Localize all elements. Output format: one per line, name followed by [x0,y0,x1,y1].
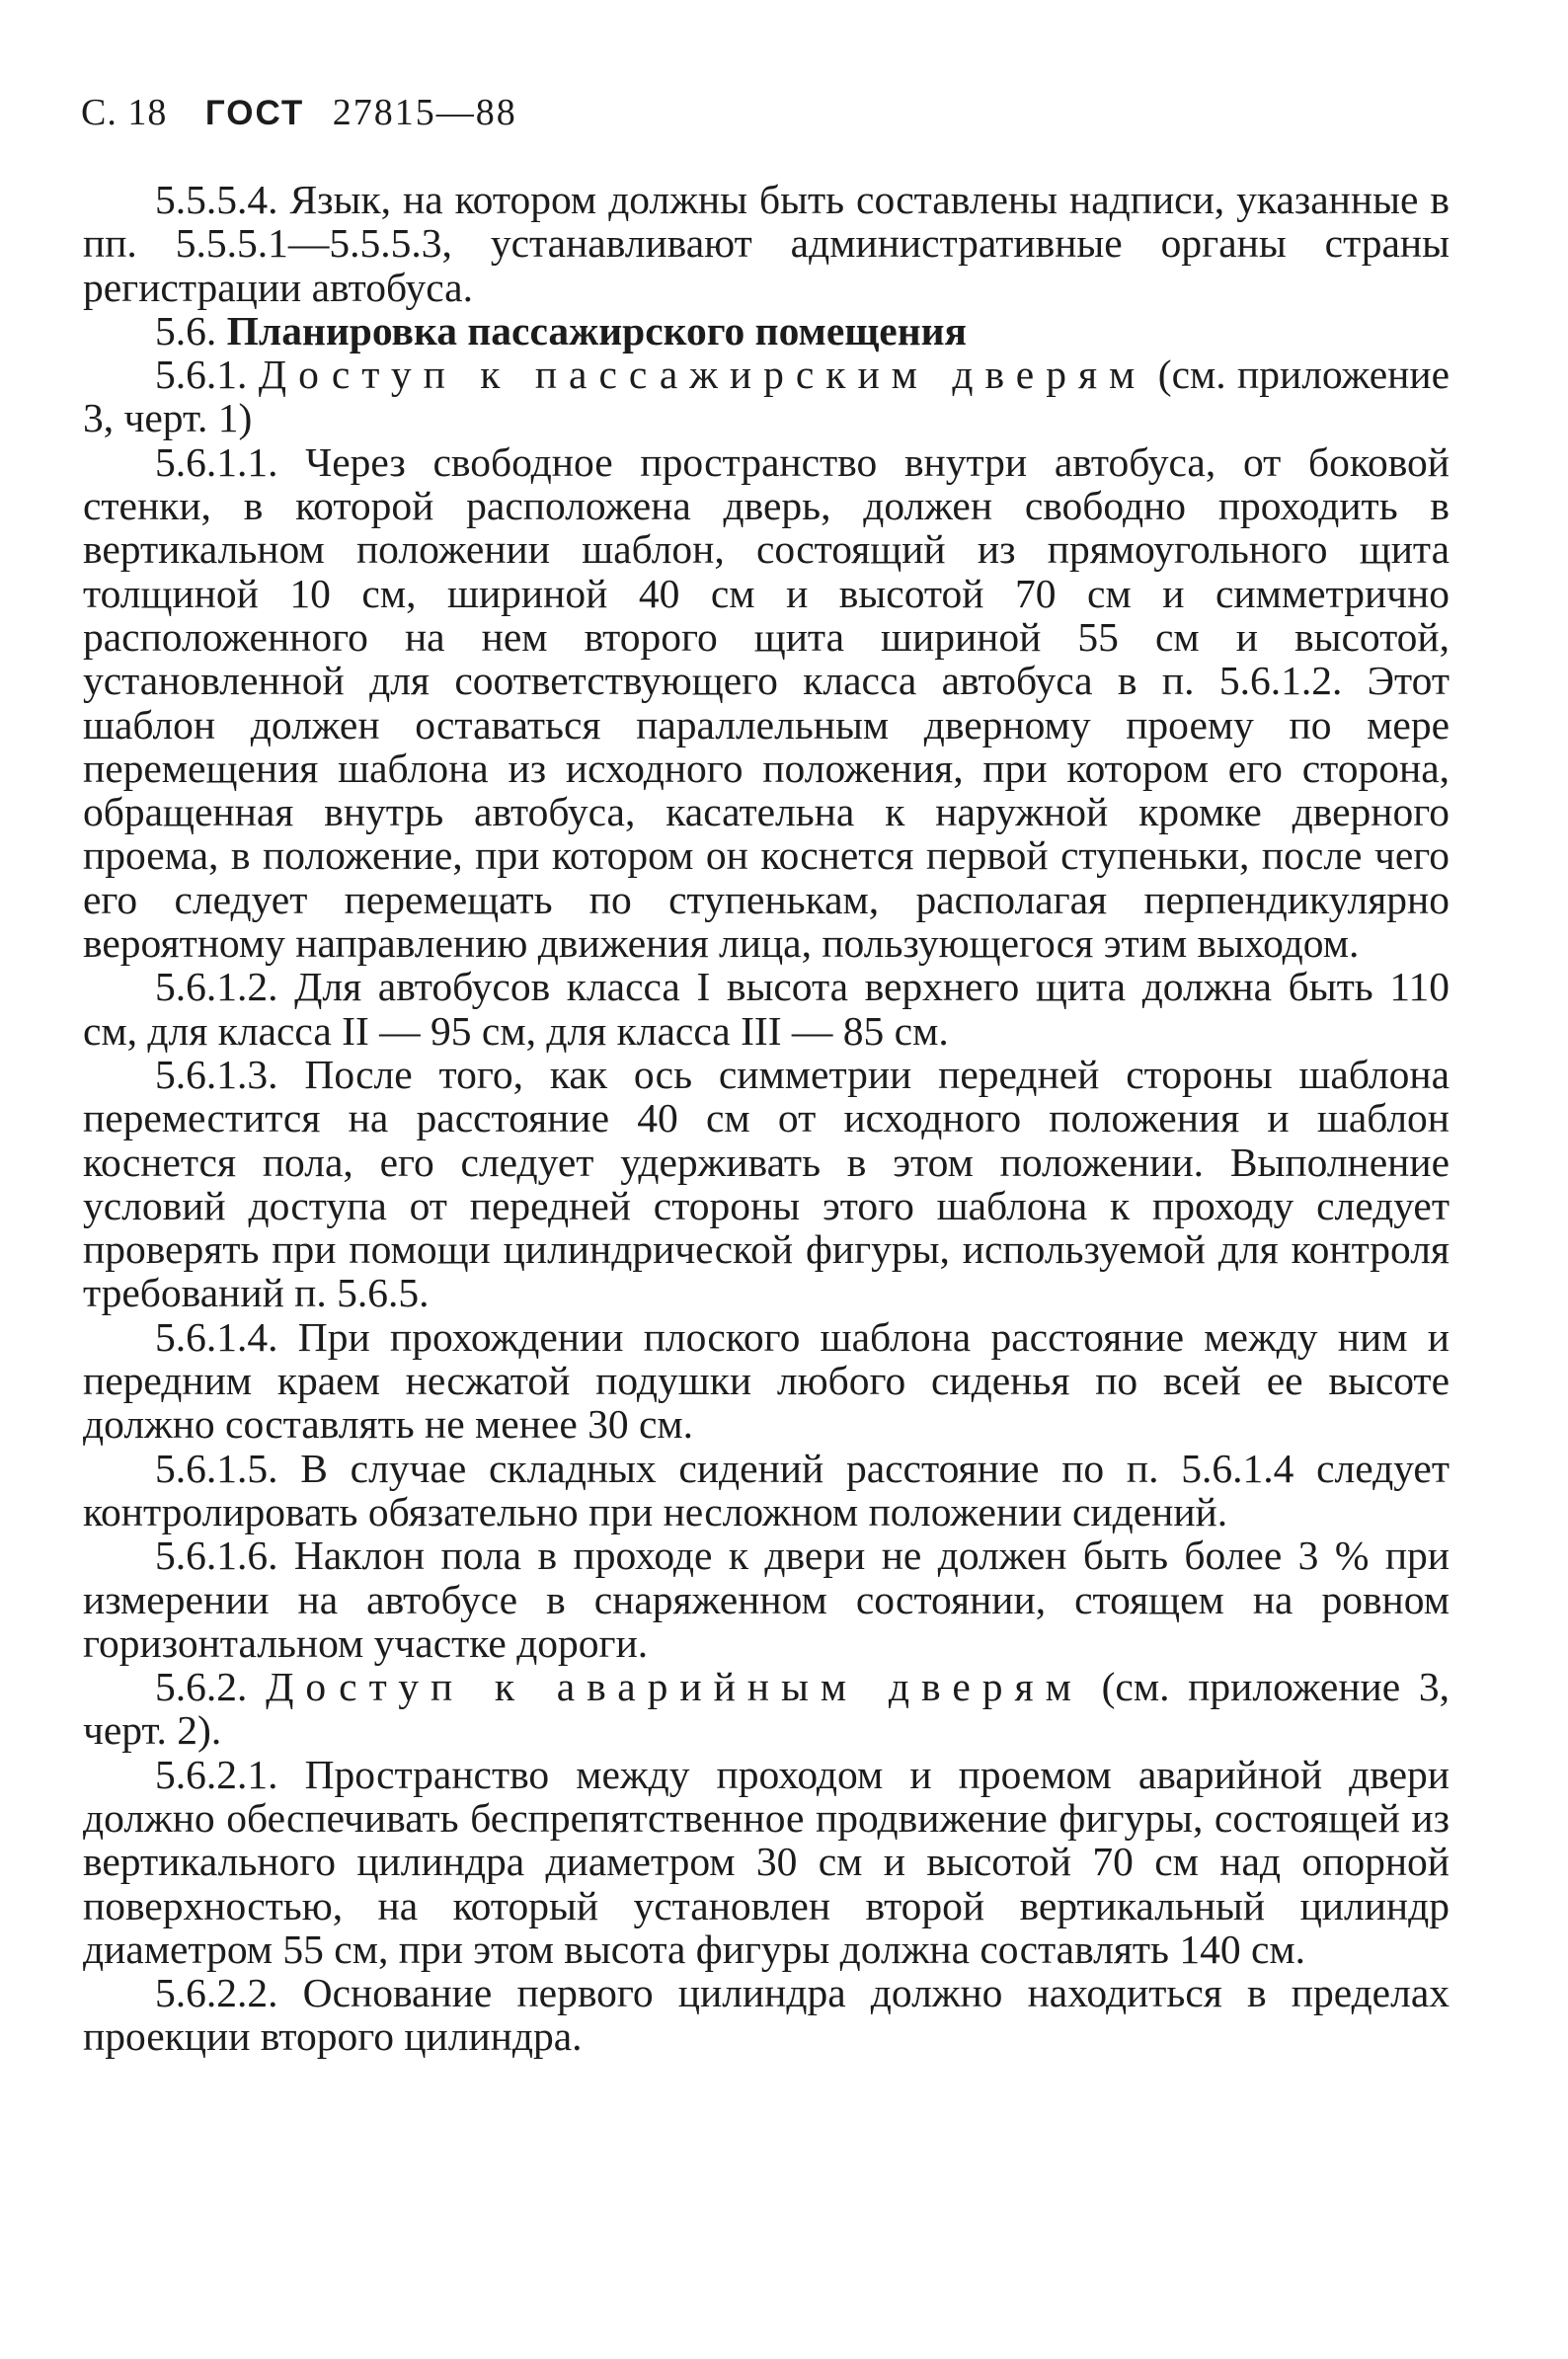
paragraph-5-6-1-5: 5.6.1.5. В случае складных сидений расстояние по п. 5.6.1.4 следует контролировать обязательно при несложном положении сидений. [83,1445,1450,1534]
paragraph-5-6-1-1: 5.6.1.1. Через свободное пространство внутри автобуса, от боковой стенки, в которой расположена дверь, должен свободно проходить в вертикальном положении шаблон, состоящий из прямоугольного щита толщиной 10 см, шириной 40 см и высотой 70 см и симметрично расположенного на нем второго щита шириной 55 см и высотой, установленной для соответствующего класса автобуса в п. 5.6.1.2. Этот шаблон должен оставаться параллельным дверному проему по мере перемещения шаблона из исходного положения, при котором его сторона, обращенная внутрь автобуса, касательна к наружной кромке дверного проема, в положение, при котором он коснется первой ступеньки, после чего его следует перемещать по ступенькам, располагая перпендикулярно вероятному направлению движения лица, пользующегося этим выходом. [83,438,1450,967]
paragraph-5-6-1-4: 5.6.1.4. При прохождении плоского шаблона расстояние между ним и передним краем несжатой подушки любого сиденья по всей ее высоте должно составлять не менее 30 см. [83,1313,1450,1448]
paragraph-5-6-2-2: 5.6.2.2. Основание первого цилиндра должно находиться в пределах проекции второго цилиндра. [83,1970,1450,2060]
paragraph-5-6-1-6: 5.6.1.6. Наклон пола в проходе к двери не должен быть более 3 % при измерении на автобусе в снаряженном состоянии, стоящем на ровном горизонтальном участке дороги. [83,1533,1450,1666]
document-body [83,178,1450,2059]
section-heading-5-6 [83,309,1450,353]
subsection-heading-5-6-2 [83,1665,1450,1753]
subsection-number: 5.6.1. [155,352,248,398]
paragraph-5-5-5-4: 5.5.5.4. Язык, на котором должны быть составлены надписи, указанные в пп. 5.5.5.1—5.5.5.3, устанавливают административные органы страны регистрации автобуса. [83,177,1450,310]
subsection-reference: (см. приложение 3, черт. 2). [83,1664,1450,1754]
section-number: 5.6. [155,307,217,354]
page-header [81,91,517,134]
section-title: Планировка пассажирского помещения [226,307,967,354]
paragraph-5-6-1-2: 5.6.1.2. Для автобусов класса I высота верхнего щита должна быть 110 см, для класса II — 95 см, для класса III — 85 см. [83,964,1450,1054]
page-number: С. 18 [81,92,168,133]
standard-label: ГОСТ [204,94,305,132]
standard-number: 27815—88 [332,92,517,133]
subsection-heading-5-6-1 [83,353,1450,440]
subsection-number: 5.6.2. [155,1664,248,1710]
paragraph-5-6-1-3: 5.6.1.3. После того, как ось симметрии передней стороны шаблона переместится на расстояние 40 см от исходного положения и шаблон коснется пола, его следует удерживать в этом положении. Выполнение условий доступа от передней стороны этого шаблона к проходу следует проверять при помощи цилиндрической фигуры, используемой для контроля требований п. 5.6.5. [83,1051,1450,1316]
subsection-title: Доступ к аварийным дверям [266,1664,1083,1710]
subsection-reference: (см. приложение 3, черт. 1) [83,352,1450,441]
paragraph-5-6-2-1: 5.6.2.1. Пространство между проходом и проемом аварийной двери должно обеспечивать беспрепятственное продвижение фигуры, состоящей из вертикального цилиндра диаметром 30 см и высотой 70 см над опорной поверхностью, на который установлен второй вертикальный цилиндр диаметром 55 см, при этом высота фигуры должна составлять 140 см. [83,1751,1450,1972]
subsection-title: Доступ к пассажирским дверям [258,352,1147,398]
